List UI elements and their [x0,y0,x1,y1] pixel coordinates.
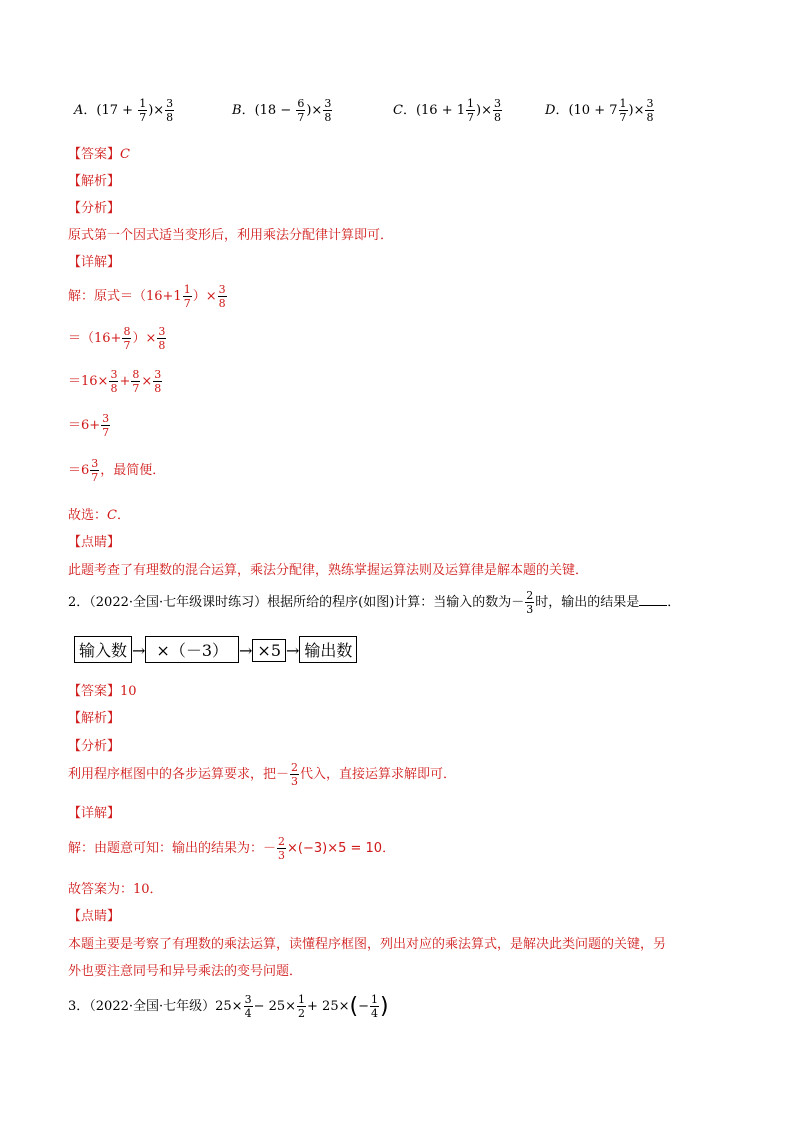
choice-c: C．(16 + 1 $\frac{1}{7}$ )× $\frac{3}{8}$ [393,97,501,124]
choice-a: A．(17 + $\frac{1}{7}$ )× $\frac{3}{8}$ [74,97,174,124]
q2-fenxi-tag: 【分析】 [68,739,121,754]
q1-step5: ＝6 $\frac{3}{7}$ ，最简便． [68,457,166,484]
q2-fenxi-text: 利用程序框图中的各步运算要求，把－ $\frac{2}{3}$ 代入，直接运算求解即可． [68,761,457,788]
answer-blank [639,593,667,606]
q3-question: 3．（2022·全国·七年级）25× $\frac{3}{4}$ − 25× $\frac{1}{2}$ + 25×(− $\frac{1}{4}$ ) [68,993,389,1020]
flow-multiply-neg3-box: ×（－3） [145,636,239,663]
q1-analysis-tag: 【解析】 [68,174,121,189]
q1-comment-text: 此题考查了有理数的混合运算，乘法分配律，熟练掌握运算法则及运算律是解本题的关键． [68,563,589,578]
q2-comment-line2: 外也要注意同号和异号乘法的变号问题． [68,964,303,979]
q2-detail-text: 解：由题意可知：输出的结果为：－ $\frac{2}{3}$ ×(−3)×5 = 10． [68,835,396,862]
flow-output-box: 输出数 [299,636,357,663]
flow-arrow-1: → [132,641,146,660]
q1-step3: ＝16× $\frac{3}{8}$ + $\frac{8}{7}$ × $\frac{3}{8}$ [68,368,162,395]
q2-final: 故答案为：10． [68,882,163,897]
right-paren: ) [380,994,389,1019]
q2-question: 2．（2022·全国·七年级课时练习）根据所给的程序(如图)计算：当输入的数为－ $\frac{2}{3}$ 时，输出的结果是 ． [68,589,681,616]
q1-select: 故选：C． [68,508,130,523]
q1-step1: 解：原式＝（16+1 $\frac{1}{7}$ ）× $\frac{3}{8}$ [68,283,226,310]
q1-detail-tag: 【详解】 [68,255,121,270]
flow-input-box: 输入数 [74,636,132,663]
choice-b: B．(18 − $\frac{6}{7}$ )× $\frac{3}{8}$ [232,97,332,124]
q1-step2: ＝（16+ $\frac{8}{7}$ ）× $\frac{3}{8}$ [68,325,166,352]
flow-arrow-2: → [239,641,253,660]
q2-analysis-tag: 【解析】 [68,711,121,726]
choice-d: D．(10 + 7 $\frac{1}{7}$ )× $\frac{3}{8}$ [545,97,654,124]
flowchart [74,636,357,663]
q1-step4: ＝6+ $\frac{3}{7}$ [68,412,110,439]
q2-answer: 【答案】10 [68,684,137,699]
q1-comment-tag: 【点睛】 [68,535,121,550]
flow-arrow-3: → [286,641,300,660]
q1-fenxi-text: 原式第一个因式适当变形后，利用乘法分配律计算即可． [68,228,394,243]
q2-detail-tag: 【详解】 [68,806,121,821]
left-paren: ( [349,994,359,1019]
q1-answer: 【答案】C [68,147,130,162]
q2-comment-line1: 本题主要是考察了有理数的乘法运算，读懂程序框图，列出对应的乘法算式，是解决此类问题的关键，另 [68,937,667,952]
q1-fenxi-tag: 【分析】 [68,201,121,216]
flow-multiply-5-box: ×5 [252,639,286,662]
q2-comment-tag: 【点睛】 [68,909,121,924]
